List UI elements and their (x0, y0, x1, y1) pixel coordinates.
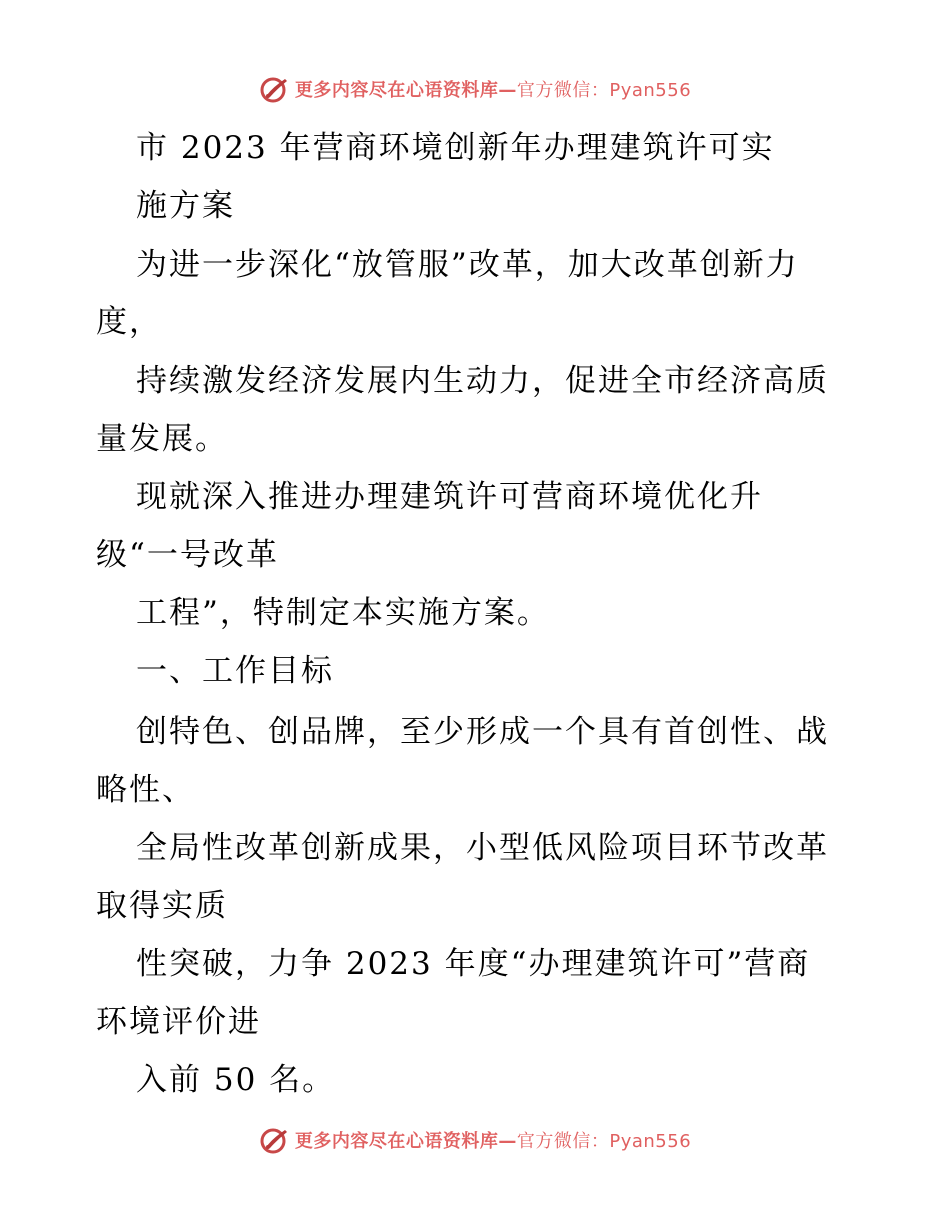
paragraph-line: 持续激发经济发展内生动力，促进全市经济高质 (136, 363, 829, 399)
doc-title-line-2: 施方案 (136, 188, 235, 224)
watermark-contact-text: 官方微信：Pyan556 (516, 1131, 692, 1152)
paragraph-line: 为进一步深化“放管服”改革，加大改革创新力 (136, 247, 799, 283)
watermark-header (0, 72, 950, 106)
paragraph-line: 现就深入推进办理建筑许可营商环境优化升 (136, 479, 763, 515)
paragraph-line: 取得实质 (96, 888, 228, 924)
paragraph-line: 量发展。 (96, 421, 228, 457)
paragraph-line: 全局性改革创新成果，小型低风险项目环节改革 (136, 830, 829, 866)
watermark-footer (0, 1123, 950, 1157)
paragraph-line: 环境评价进 (96, 1004, 261, 1040)
watermark-site-text: 更多内容尽在心语资料库— (294, 1131, 517, 1152)
paragraph-line: 性突破，力争 2023 年度“办理建筑许可”营商 (136, 946, 811, 982)
doc-title-line-1: 市 2023 年营商环境创新年办理建筑许可实 (136, 130, 775, 166)
paragraph-line: 入前 50 名。 (136, 1062, 336, 1098)
brush-logo-icon (259, 1124, 291, 1156)
paragraph-line: 略性、 (96, 772, 195, 808)
section-heading: 一、工作目标 (136, 653, 334, 689)
watermark-contact-text: 官方微信：Pyan556 (516, 80, 692, 101)
paragraph-line: 创特色、创品牌，至少形成一个具有首创性、战 (136, 714, 829, 750)
watermark-site-text: 更多内容尽在心语资料库— (294, 80, 517, 101)
brush-logo-icon (259, 73, 291, 105)
paragraph-line: 工程”，特制定本实施方案。 (136, 595, 550, 631)
paragraph-line: 度， (96, 304, 162, 340)
paragraph-line: 级“一号改革 (96, 537, 279, 573)
